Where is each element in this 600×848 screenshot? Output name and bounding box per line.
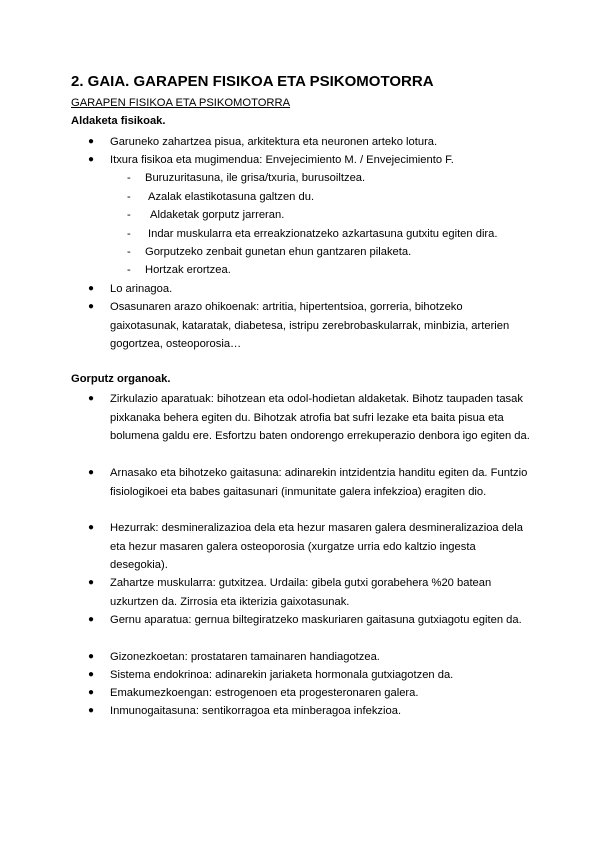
bullet-icon: ● bbox=[88, 522, 95, 533]
bullet-icon: ● bbox=[88, 614, 95, 625]
bullet-icon: ● bbox=[88, 669, 95, 680]
sub-list-item-text: Indar muskularra eta erreakzionatzeko azkartasuna gutxitu egiten dira. bbox=[148, 228, 498, 240]
bullet-icon: ● bbox=[88, 705, 95, 716]
bullet-icon: ● bbox=[88, 154, 95, 165]
sub-list-item-text: Buruzuritasuna, ile grisa/txuria, burusoiltzea. bbox=[145, 172, 366, 184]
list-item-text: Lo arinagoa. bbox=[110, 283, 173, 295]
list-item-text: Emakumezkoengan: estrogenoen eta progesteronaren galera. bbox=[110, 687, 419, 699]
list-item-text: Gizonezkoetan: prostataren tamainaren handiagotzea. bbox=[110, 651, 380, 663]
list-item-text: Arnasako eta bihotzeko gaitasuna: adinarekin intzidentzia handitu egiten da. Funtzio fisiologikoei eta babes gaitasunari (inmunitate galera infekzioa) eragiten dio. bbox=[110, 467, 528, 498]
list-item-text: Osasunaren arazo ohikoenak: artritia, hipertentsioa, gorreria, bihotzeko gaixotasunak, kataratak, diabetesa, istripu zerebrobaskularrak, minbizia, arterien gogortzea, osteoporosia… bbox=[110, 301, 510, 351]
list-item-text: Itxura fisikoa eta mugimendua: Envejecimiento M. / Envejecimiento F. bbox=[110, 154, 454, 166]
dash-marker: - bbox=[127, 209, 131, 221]
section-heading-body-organs: Gorputz organoak. bbox=[71, 373, 171, 385]
dash-marker: - bbox=[127, 246, 131, 258]
bullet-icon: ● bbox=[88, 136, 95, 147]
sub-list-item-text: Hortzak erortzea. bbox=[145, 264, 231, 276]
list-item-text: Gernu aparatua: gernua biltegiratzeko maskuriaren gaitasuna gutxiagotu egiten da. bbox=[110, 614, 522, 626]
dash-marker: - bbox=[127, 264, 131, 276]
sub-list-item-text: Gorputzeko zenbait gunetan ehun gantzaren pilaketa. bbox=[145, 246, 412, 258]
list-item-text: Inmunogaitasuna: sentikorragoa eta minberagoa infekzioa. bbox=[110, 705, 402, 717]
page-subtitle: GARAPEN FISIKOA ETA PSIKOMOTORRA bbox=[71, 97, 291, 109]
bullet-icon: ● bbox=[88, 301, 95, 312]
dash-marker: - bbox=[127, 172, 131, 184]
list-item-text: Zahartze muskularra: gutxitzea. Urdaila: gibela gutxi gorabehera %20 batean uzkurtzen da. Zirrosia eta ikterizia gaixotasunak. bbox=[110, 577, 492, 608]
dash-marker: - bbox=[127, 228, 131, 240]
sub-list-item-text: Aldaketak gorputz jarreran. bbox=[150, 209, 285, 221]
bullet-icon: ● bbox=[88, 393, 95, 404]
list-item-text: Garuneko zahartzea pisua, arkitektura eta neuronen arteko lotura. bbox=[110, 136, 438, 148]
sub-list-item-text: Azalak elastikotasuna galtzen du. bbox=[148, 191, 315, 203]
list-item-text: Zirkulazio aparatuak: bihotzean eta odol-hodietan aldaketak. Bihotz taupaden tasak pixkanaka behera egiten du. Bihotzak atrofia bat sufri lezake eta baita pisua eta bolumena galdu ere. Esfortzu baten ondorengo errekuperazio denbora igo egiten da. bbox=[110, 393, 530, 443]
bullet-icon: ● bbox=[88, 283, 95, 294]
list-item-text: Sistema endokrinoa: adinarekin jariaketa hormonala gutxiagotzen da. bbox=[110, 669, 454, 681]
bullet-icon: ● bbox=[88, 651, 95, 662]
section-heading-physical-changes: Aldaketa fisikoak. bbox=[71, 115, 166, 127]
dash-marker: - bbox=[127, 191, 131, 203]
bullet-icon: ● bbox=[88, 687, 95, 698]
bullet-icon: ● bbox=[88, 467, 95, 478]
list-item-text: Hezurrak: desmineralizazioa dela eta hezur masaren galera desmineralizazioa dela eta hezur masaren galera osteoporosia (xurgatze urria edo kaltzio ingesta desegokia). bbox=[110, 522, 523, 572]
page-title: 2. GAIA. GARAPEN FISIKOA ETA PSIKOMOTORRA bbox=[71, 73, 434, 90]
bullet-icon: ● bbox=[88, 577, 95, 588]
